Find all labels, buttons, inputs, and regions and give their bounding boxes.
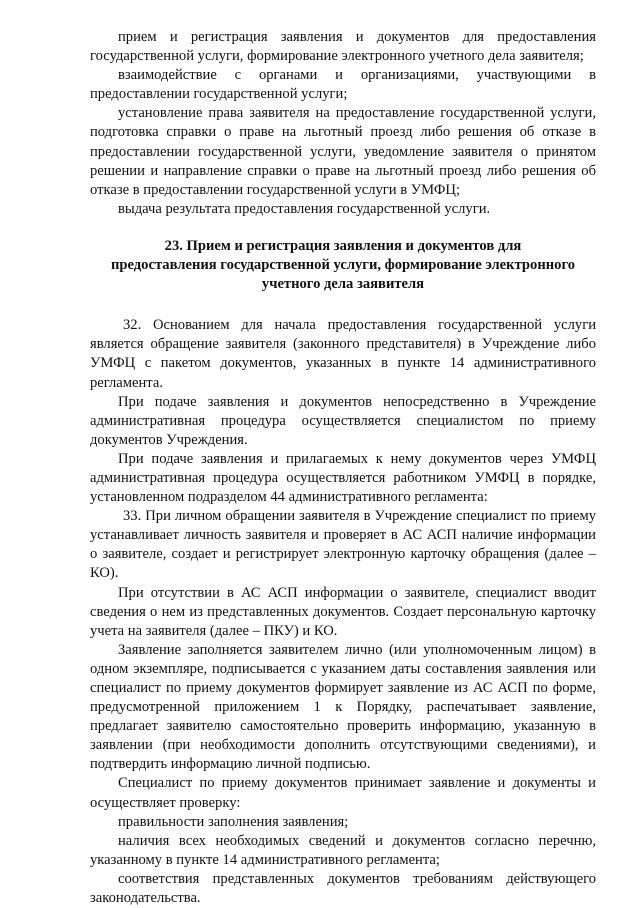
body-paragraph-1: 32. Основанием для начала предоставления государственной услуги является обращение заявителя (законного представителя) в Учреждение либо УМФЦ с пакетом документов, указанных в пункте 14 административного регламента. bbox=[90, 317, 596, 391]
section-heading-line-2: предоставления государственной услуги, формирование электронного bbox=[110, 257, 576, 274]
body-paragraph-2: При подаче заявления и документов непосредственно в Учреждение административная процедура осуществляется специалистом по приему документов Учреждения. bbox=[90, 393, 596, 448]
intro-paragraph-3: установление права заявителя на предоставление государственной услуги, подготовка справки о праве на льготный проезд либо решения об отказе в предоставлении государственной услуги, уведомление заявителя о принятом решении и направление справки о праве на льготный проезд либо решения об отказе в предоставлении государственной услуги в УМФЦ; bbox=[90, 105, 596, 198]
body-paragraph-3: При подаче заявления и прилагаемых к нему документов через УМФЦ административная процедура осуществляется работником УМФЦ в порядке, установленном подразделом 44 административного регламента: bbox=[90, 450, 596, 506]
body-paragraph-6: Заявление заполняется заявителем лично (или уполномоченным лицом) в одном экземпляре, подписывается с указанием даты составления заявления или специалист по приему документов формирует заявление из АС АСП по форме, предусмотренной приложением 1 к Порядку, распечатывает заявление, предлагает заявителю самостоятельно проверить информацию, указанную в заявлении (при необходимости дополнить отсутствующими сведениями), и подтвердить информацию личной подписью. bbox=[90, 641, 596, 773]
document-page bbox=[90, 28, 596, 908]
section-heading-line-3: учетного дела заявителя bbox=[261, 276, 425, 293]
body-paragraph-10: соответствия представленных документов требованиям действующего законодательства. bbox=[90, 870, 596, 907]
body-paragraph-8: правильности заполнения заявления; bbox=[118, 813, 349, 830]
body-paragraph-5: При отсутствии в АС АСП информации о заявителе, специалист вводит сведения о нем из представленных документов. Создает персональную карточку учета на заявителя (далее – ПКУ) и КО. bbox=[90, 584, 596, 639]
section-heading bbox=[90, 237, 596, 294]
body-paragraph-7: Специалист по приему документов принимает заявление и документы и осуществляет проверку: bbox=[90, 775, 596, 811]
section-heading-line-1: 23. Прием и регистрация заявления и документов для bbox=[164, 237, 522, 254]
body-paragraph-4: 33. При личном обращении заявителя в Учреждение специалист по приему устанавливает личность заявителя и проверяет в АС АСП наличие информации о заявителе, создает и регистрирует электронную карточку обращения (далее – КО). bbox=[90, 508, 596, 582]
intro-paragraph-1: прием и регистрация заявления и документов для предоставления государственной услуги, формирование электронного учетного дела заявителя; bbox=[90, 29, 596, 65]
body-paragraph-9: наличия всех необходимых сведений и документов согласно перечню, указанному в пункте 14 административного регламента; bbox=[90, 832, 596, 868]
intro-paragraph-2: взаимодействие с органами и организациями, участвующими в предоставлении государственной услуги; bbox=[90, 67, 596, 103]
intro-paragraph-4: выдача результата предоставления государственной услуги. bbox=[118, 200, 491, 217]
